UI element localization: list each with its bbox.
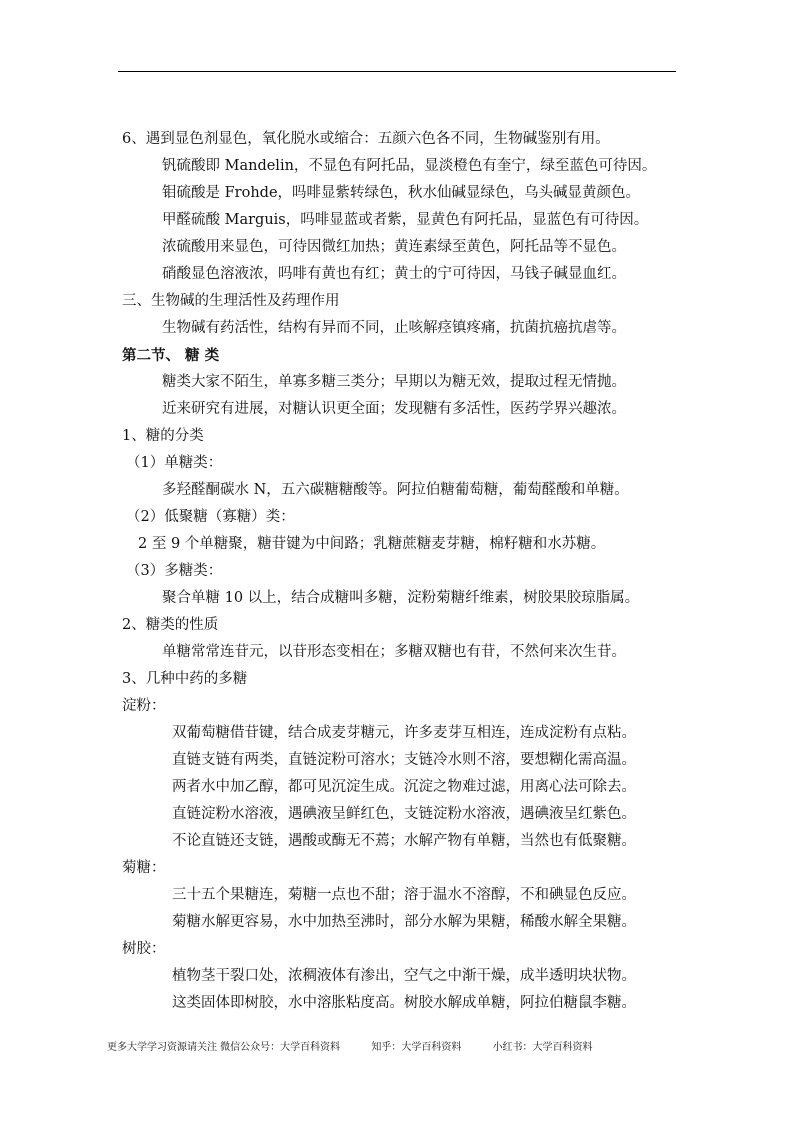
footer-xiaohongshu: 小红书：大学百科资料 — [492, 1042, 593, 1053]
text-line: 糖类大家不陌生，单寡多糖三类分；早期以为糖无效，提取过程无情抛。 — [162, 374, 626, 390]
text-line: 两者水中加乙醇，都可见沉淀生成。沉淀之物难过滤，用离心法可除去。 — [172, 779, 636, 795]
text-line: 树胶： — [122, 941, 166, 957]
text-line: （1）单糖类： — [126, 455, 223, 471]
text-line: 不论直链还支链，遇酸或酶无不蔫；水解产物有单糖，当然也有低聚糖。 — [172, 833, 636, 849]
text-line: 硝酸显色溶液浓，吗啡有黄也有红；黄士的宁可待因，马钱子碱显血红。 — [162, 266, 626, 282]
text-line: 直链支链有两类，直链淀粉可溶水；支链冷水则不溶，要想糊化需高温。 — [172, 752, 636, 768]
section-heading: 第二节、 糖 类 — [122, 347, 220, 364]
text-line: 三、生物碱的生理活性及药理作用 — [122, 293, 340, 309]
footer-zhihu: 知乎：大学百科资料 — [371, 1042, 462, 1053]
text-line: 菊糖： — [122, 860, 166, 876]
text-line: 双葡萄糖借苷键，结合成麦芽糖元，许多麦芽互相连，连成淀粉有点粘。 — [172, 725, 636, 741]
text-line: 2、糖类的性质 — [122, 617, 219, 633]
document-body — [0, 126, 793, 1017]
text-line: 浓硫酸用来显色，可待因微红加热；黄连素绿至黄色，阿托品等不显色。 — [162, 239, 626, 255]
text-line: 聚合单糖 10 以上，结合成糖叫多糖，淀粉菊糖纤维素，树胶果胶琼脂属。 — [162, 590, 640, 606]
text-line: 近来研究有进展，对糖认识更全面；发现糖有多活性，医药学界兴趣浓。 — [162, 401, 626, 417]
text-line: 三十五个果糖连，菊糖一点也不甜；溶于温水不溶醇，不和碘显色反应。 — [172, 887, 636, 903]
text-line: 生物碱有药活性，结构有异而不同，止咳解痉镇疼痛，抗菌抗癌抗虐等。 — [162, 320, 626, 336]
text-line: 直链淀粉水溶液，遇碘液呈鲜红色，支链淀粉水溶液，遇碘液呈红紫色。 — [172, 806, 636, 822]
footer-wechat: 更多大学学习资源请关注 微信公众号：大学百科资料 — [107, 1042, 341, 1053]
text-line: 1、糖的分类 — [122, 428, 204, 444]
text-line: 这类固体即树胶，水中溶胀粘度高。树胶水解成单糖，阿拉伯糖鼠李糖。 — [172, 995, 636, 1011]
page-footer — [107, 1041, 593, 1055]
text-line: 钒硫酸即 Mandelin，不显色有阿托品，显淡橙色有奎宁，绿至蓝色可待因。 — [162, 158, 657, 174]
text-line: 6、遇到显色剂显色，氧化脱水或缩合：五颜六色各不同，生物碱鉴别有用。 — [122, 131, 610, 147]
text-line: 多羟醛酮碳水 N，五六碳糖糖酸等。阿拉伯糖葡萄糖，葡萄醛酸和单糖。 — [162, 482, 629, 498]
text-line: 钼硫酸是 Frohde，吗啡显紫转绿色，秋水仙碱显绿色，乌头碱显黄颜色。 — [162, 185, 641, 201]
text-line: 淀粉： — [122, 698, 166, 714]
text-line: （3）多糖类： — [126, 563, 223, 579]
text-line: 3、几种中药的多糖 — [122, 671, 248, 687]
text-line: 植物茎干裂口处，浓稠液体有渗出，空气之中渐干燥，成半透明块状物。 — [172, 968, 636, 984]
text-line: 2 至 9 个单糖聚，糖苷键为中间路；乳糖蔗糖麦芽糖，棉籽糖和水苏糖。 — [138, 536, 606, 552]
text-line: 甲醛硫酸 Marguis，吗啡显蓝或者紫，显黄色有阿托品，显蓝色有可待因。 — [162, 212, 649, 228]
text-line: （2）低聚糖（寡糖）类： — [126, 509, 295, 525]
text-line: 菊糖水解更容易，水中加热至沸时，部分水解为果糖，稀酸水解全果糖。 — [172, 914, 636, 930]
text-line: 单糖常常连苷元，以苷形态变相在；多糖双糖也有苷，不然何来次生苷。 — [162, 644, 626, 660]
header-rule — [118, 71, 676, 72]
